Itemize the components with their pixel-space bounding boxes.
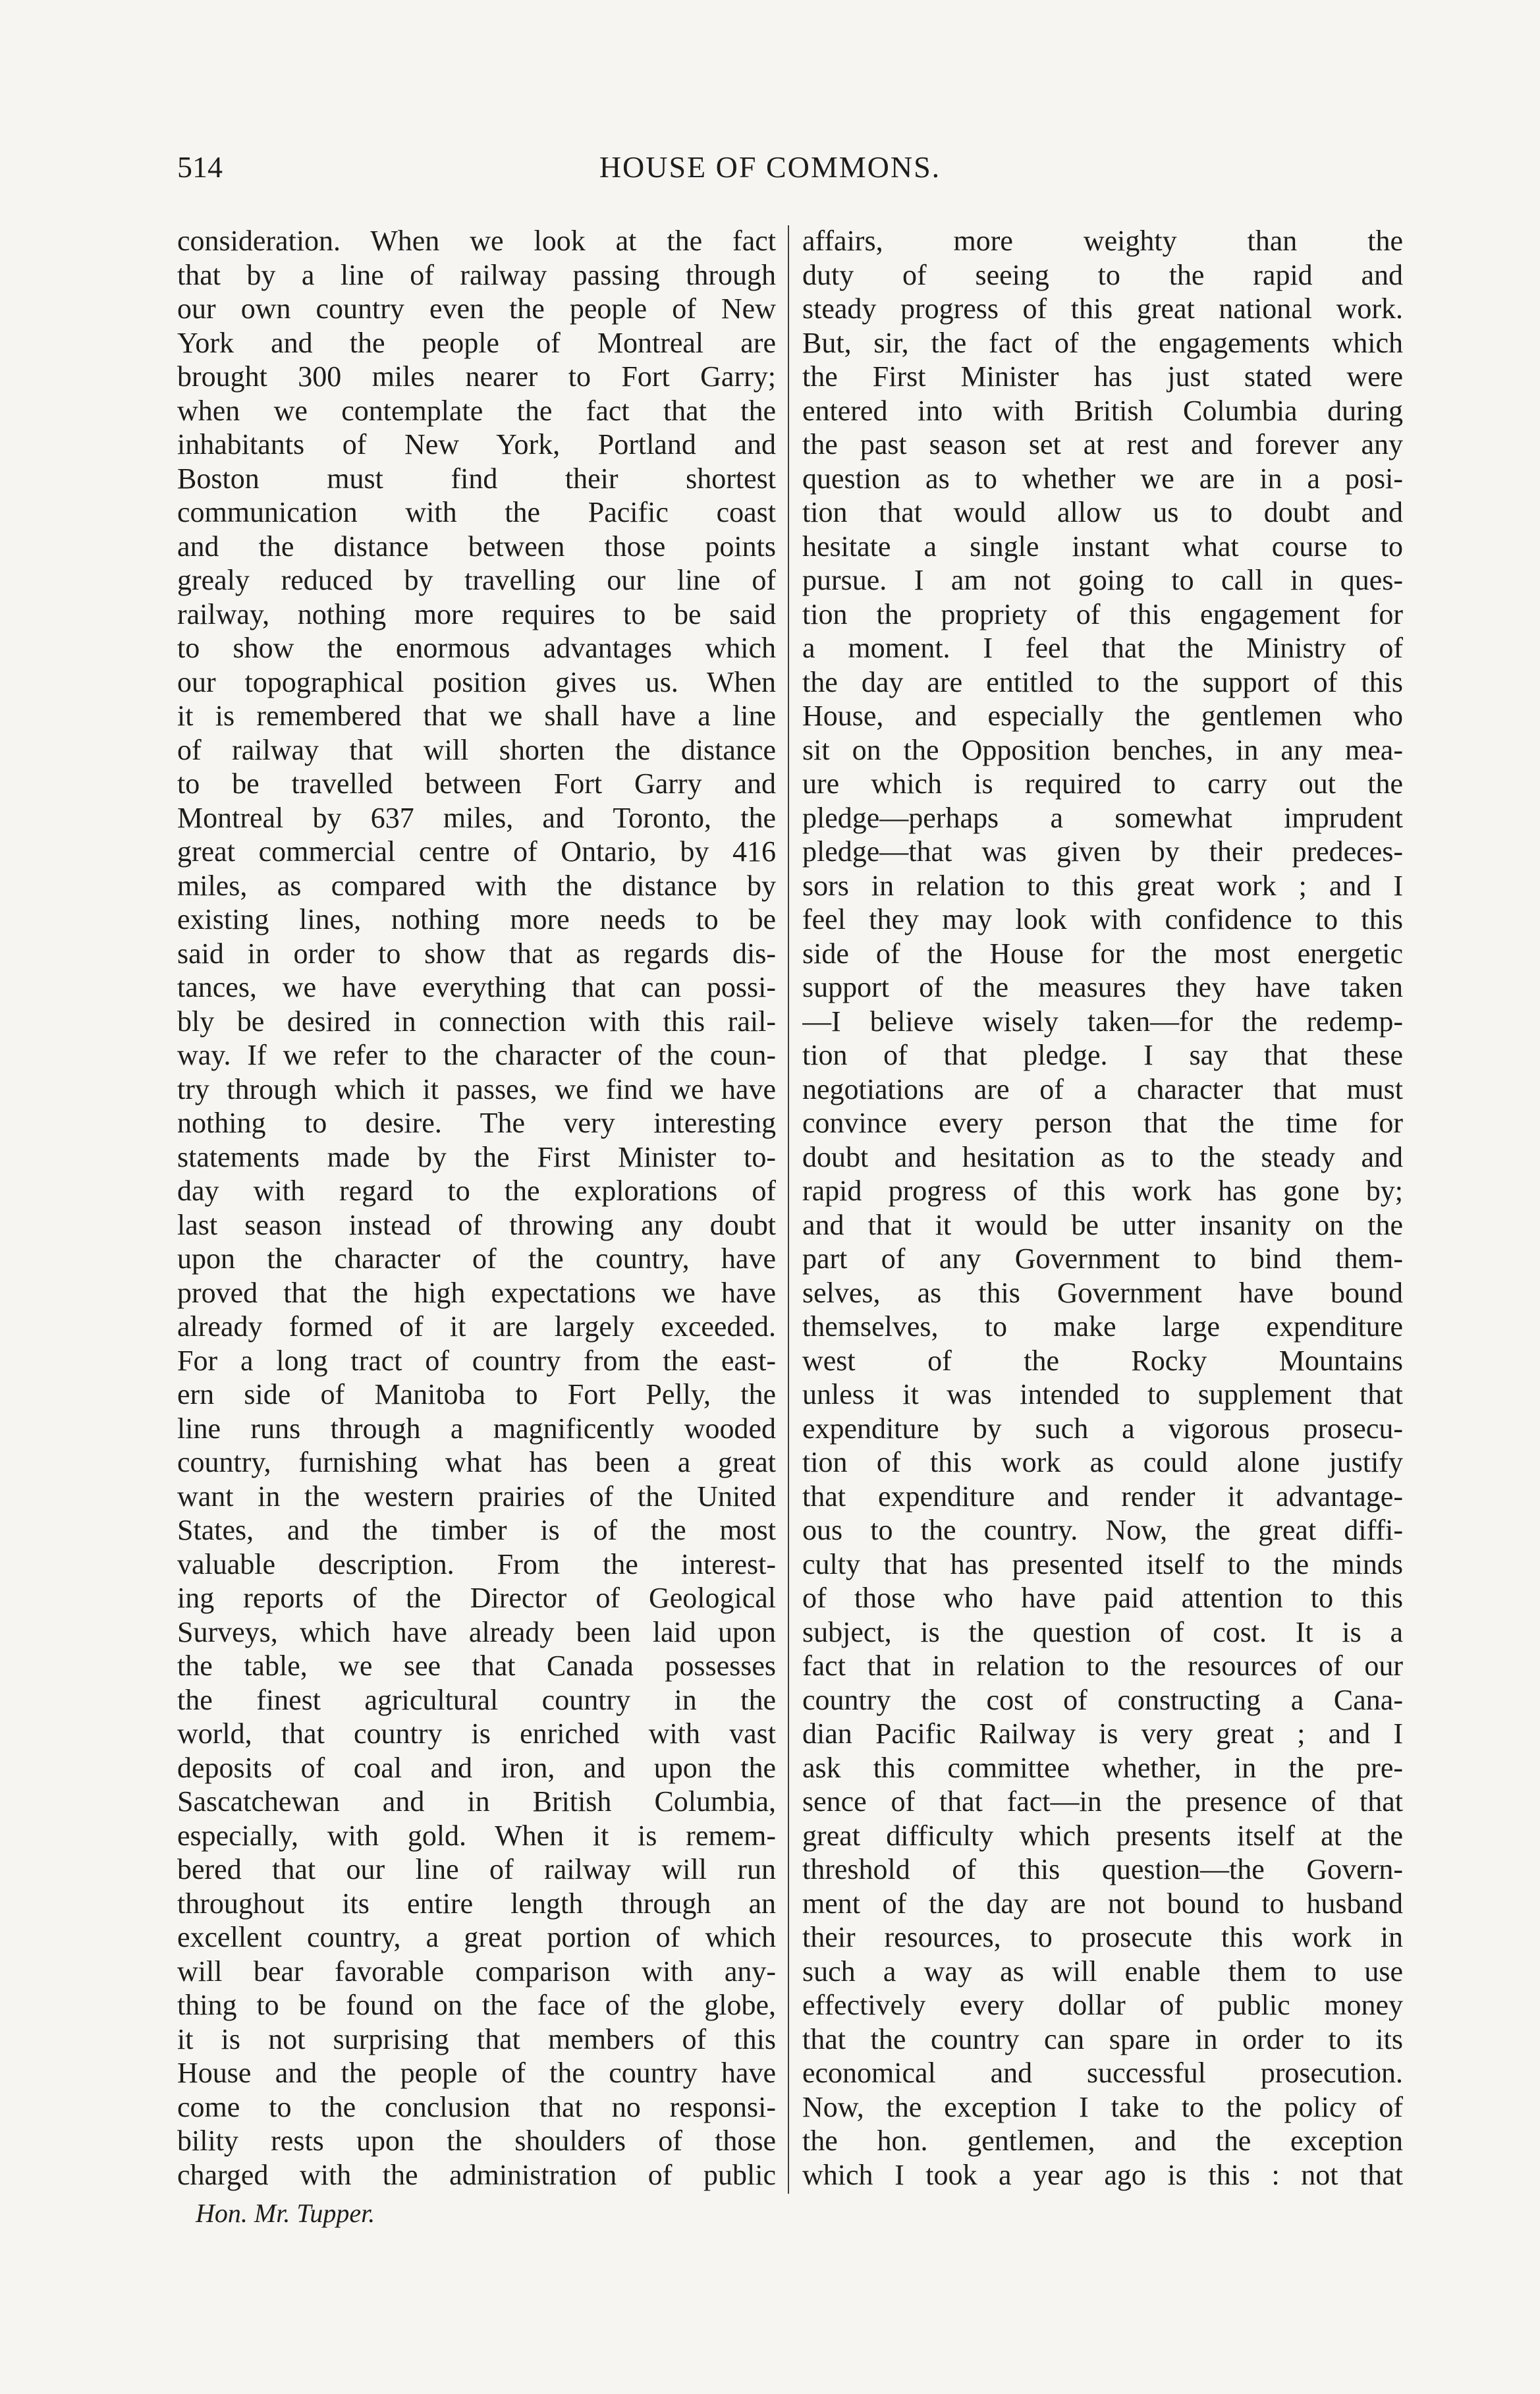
text-line: proved that the high expectations we have <box>177 1276 776 1309</box>
text-line: Now, the exception I take to the policy of <box>802 2090 1403 2123</box>
text-line: it is remembered that we shall have a line <box>177 700 776 732</box>
text-line: especially, with gold. When it is remem- <box>177 1819 776 1852</box>
text-line: the table, we see that Canada possesses <box>177 1650 776 1682</box>
text-line: already formed of it are largely exceeded. <box>177 1310 776 1343</box>
text-line: ment of the day are not bound to husband <box>802 1887 1403 1920</box>
text-line: world, that country is enriched with vast <box>177 1717 776 1750</box>
text-line: to be travelled between Fort Garry and <box>177 767 776 800</box>
text-line: bered that our line of railway will run <box>177 1853 776 1885</box>
text-line: our own country even the people of New <box>177 292 776 325</box>
text-line: House, and especially the gentlemen who <box>802 700 1403 732</box>
text-line: brought 300 miles nearer to Fort Garry; <box>177 360 776 393</box>
text-line: bly be desired in connection with this rail- <box>177 1005 776 1038</box>
text-line: pursue. I am not going to call in ques- <box>802 564 1403 596</box>
text-line: miles, as compared with the distance by <box>177 869 776 902</box>
text-line: threshold of this question—the Govern- <box>802 1853 1403 1885</box>
text-line: States, and the timber is of the most <box>177 1514 776 1546</box>
text-line: side of the House for the most energetic <box>802 937 1403 970</box>
text-line: that the country can spare in order to its <box>802 2022 1403 2055</box>
text-line: hesitate a single instant what course to <box>802 530 1403 563</box>
text-line: affairs, more weighty than the <box>802 225 1403 257</box>
text-line: tion that would allow us to doubt and <box>802 496 1403 528</box>
text-line: deposits of coal and iron, and upon the <box>177 1751 776 1784</box>
text-line: line runs through a magnificently wooded <box>177 1412 776 1445</box>
speaker-footer: Hon. Mr. Tupper. <box>196 2198 375 2228</box>
column-rule <box>788 225 789 2194</box>
text-line: expenditure by such a vigorous prosecu- <box>802 1412 1403 1445</box>
text-line: and the distance between those points <box>177 530 776 563</box>
text-line: themselves, to make large expenditure <box>802 1310 1403 1343</box>
text-line: grealy reduced by travelling our line of <box>177 564 776 596</box>
text-line: that expenditure and render it advantage- <box>802 1480 1403 1513</box>
text-line: that by a line of railway passing through <box>177 258 776 291</box>
text-line: dian Pacific Railway is very great ; and I <box>802 1717 1403 1750</box>
text-line: tion the propriety of this engagement for <box>802 598 1403 630</box>
text-line: But, sir, the fact of the engagements which <box>802 326 1403 359</box>
text-line: try through which it passes, we find we have <box>177 1072 776 1105</box>
text-line: pledge—that was given by their predeces- <box>802 835 1403 868</box>
text-line: culty that has presented itself to the minds <box>802 1547 1403 1580</box>
text-line: country the cost of constructing a Cana- <box>802 1683 1403 1716</box>
text-line: part of any Government to bind them- <box>802 1242 1403 1275</box>
text-line: rapid progress of this work has gone by; <box>802 1175 1403 1207</box>
text-line: it is not surprising that members of this <box>177 2022 776 2055</box>
text-line: valuable description. From the interest- <box>177 1547 776 1580</box>
text-line: thing to be found on the face of the globe, <box>177 1989 776 2021</box>
text-line: great difficulty which presents itself at the <box>802 1819 1403 1852</box>
text-line: doubt and hesitation as to the steady and <box>802 1140 1403 1173</box>
text-line: sors in relation to this great work ; and I <box>802 869 1403 902</box>
text-line: Boston must find their shortest <box>177 462 776 495</box>
text-line: tion of that pledge. I say that these <box>802 1039 1403 1071</box>
text-line: subject, is the question of cost. It is a <box>802 1615 1403 1648</box>
text-line: statements made by the First Minister to- <box>177 1140 776 1173</box>
text-line: pledge—perhaps a somewhat imprudent <box>802 801 1403 834</box>
text-line: entered into with British Columbia during <box>802 394 1403 427</box>
text-line: negotiations are of a character that must <box>802 1072 1403 1105</box>
text-line: Montreal by 637 miles, and Toronto, the <box>177 801 776 834</box>
text-line: upon the character of the country, have <box>177 1242 776 1275</box>
text-line: said in order to show that as regards dis- <box>177 937 776 970</box>
text-line: unless it was intended to supplement that <box>802 1378 1403 1410</box>
text-line: when we contemplate the fact that the <box>177 394 776 427</box>
text-line: charged with the administration of public <box>177 2158 776 2191</box>
text-line: the hon. gentlemen, and the exception <box>802 2125 1403 2157</box>
text-line: existing lines, nothing more needs to be <box>177 903 776 935</box>
text-line: railway, nothing more requires to be said <box>177 598 776 630</box>
text-column-left <box>177 224 776 2192</box>
text-line: a moment. I feel that the Ministry of <box>802 632 1403 664</box>
text-line: inhabitants of New York, Portland and <box>177 428 776 460</box>
text-line: bility rests upon the shoulders of those <box>177 2125 776 2157</box>
text-line: effectively every dollar of public money <box>802 1989 1403 2021</box>
text-line: For a long tract of country from the east- <box>177 1344 776 1377</box>
text-line: Sascatchewan and in British Columbia, <box>177 1785 776 1818</box>
text-line: the past season set at rest and forever any <box>802 428 1403 460</box>
text-line: feel they may look with confidence to this <box>802 903 1403 935</box>
text-line: of railway that will shorten the distance <box>177 733 776 766</box>
text-line: of those who have paid attention to this <box>802 1582 1403 1614</box>
text-line: great commercial centre of Ontario, by 416 <box>177 835 776 868</box>
text-line: to show the enormous advantages which <box>177 632 776 664</box>
text-line: which I took a year ago is this : not that <box>802 2158 1403 2191</box>
text-line: steady progress of this great national work. <box>802 292 1403 325</box>
text-line: the day are entitled to the support of this <box>802 665 1403 698</box>
text-line: the finest agricultural country in the <box>177 1683 776 1716</box>
text-line: country, furnishing what has been a great <box>177 1446 776 1478</box>
text-line: tion of this work as could alone justify <box>802 1446 1403 1478</box>
text-line: fact that in relation to the resources of our <box>802 1650 1403 1682</box>
text-line: and that it would be utter insanity on the <box>802 1208 1403 1241</box>
text-line: consideration. When we look at the fact <box>177 225 776 257</box>
text-line: will bear favorable comparison with any- <box>177 1955 776 1988</box>
text-line: sit on the Opposition benches, in any mea- <box>802 733 1403 766</box>
text-line: last season instead of throwing any doubt <box>177 1208 776 1241</box>
text-line: ing reports of the Director of Geological <box>177 1582 776 1614</box>
text-line: throughout its entire length through an <box>177 1887 776 1920</box>
text-line: Surveys, which have already been laid upon <box>177 1615 776 1648</box>
text-line: ous to the country. Now, the great diffi- <box>802 1514 1403 1546</box>
text-line: sence of that fact—in the presence of that <box>802 1785 1403 1818</box>
text-line: question as to whether we are in a posi- <box>802 462 1403 495</box>
text-line: their resources, to prosecute this work in <box>802 1921 1403 1953</box>
text-line: the First Minister has just stated were <box>802 360 1403 393</box>
text-line: nothing to desire. The very interesting <box>177 1107 776 1139</box>
text-line: tances, we have everything that can possi- <box>177 971 776 1003</box>
text-line: day with regard to the explorations of <box>177 1175 776 1207</box>
text-line: our topographical position gives us. When <box>177 665 776 698</box>
text-line: selves, as this Government have bound <box>802 1276 1403 1309</box>
text-line: come to the conclusion that no responsi- <box>177 2090 776 2123</box>
text-line: House and the people of the country have <box>177 2057 776 2089</box>
text-line: convince every person that the time for <box>802 1107 1403 1139</box>
running-head: HOUSE OF COMMONS. <box>599 150 941 184</box>
text-line: duty of seeing to the rapid and <box>802 258 1403 291</box>
text-line: ern side of Manitoba to Fort Pelly, the <box>177 1378 776 1410</box>
text-line: ure which is required to carry out the <box>802 767 1403 800</box>
text-line: such a way as will enable them to use <box>802 1955 1403 1988</box>
text-line: excellent country, a great portion of which <box>177 1921 776 1953</box>
page-number: 514 <box>177 150 223 184</box>
text-line: communication with the Pacific coast <box>177 496 776 528</box>
text-column-right <box>802 224 1403 2192</box>
text-line: want in the western prairies of the United <box>177 1480 776 1513</box>
text-line: York and the people of Montreal are <box>177 326 776 359</box>
text-line: ask this committee whether, in the pre- <box>802 1751 1403 1784</box>
text-line: support of the measures they have taken <box>802 971 1403 1003</box>
text-line: west of the Rocky Mountains <box>802 1344 1403 1377</box>
text-line: —I believe wisely taken—for the redemp- <box>802 1005 1403 1038</box>
text-line: economical and successful prosecution. <box>802 2057 1403 2089</box>
text-line: way. If we refer to the character of the coun- <box>177 1039 776 1071</box>
